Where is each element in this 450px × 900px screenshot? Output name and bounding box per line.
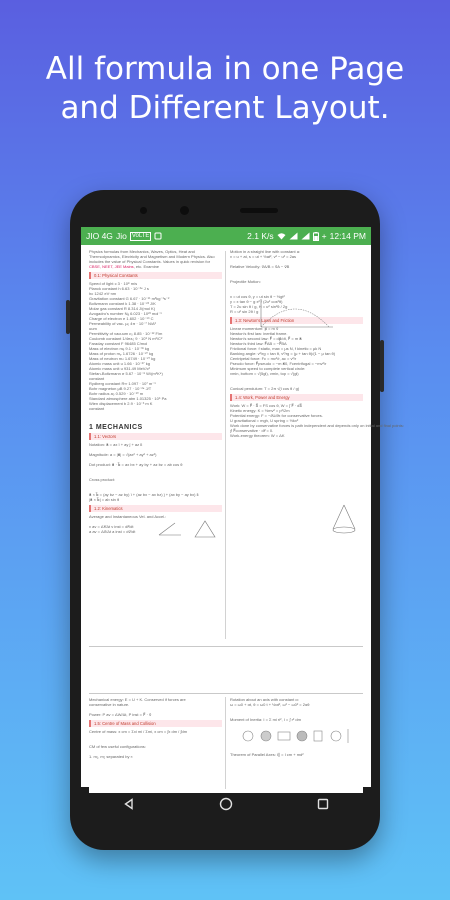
projectile-figure xyxy=(257,297,337,331)
page2-left-column xyxy=(89,697,222,759)
page1-right-column xyxy=(230,249,404,438)
status-bar xyxy=(81,227,371,245)
vector-formula: Dot product: a⃗ · b⃗ = ax bx + ay by + az bz = ab cos θ xyxy=(89,462,183,467)
newton-formula: Frictional force: f static, max = μs N, f kinetic = μk N xyxy=(230,346,322,351)
rotation-formula: Rotation about an axis with constant α: xyxy=(230,697,299,702)
earpiece-speaker xyxy=(240,208,278,213)
intro-body: Physics formulas from Mechanics, Waves, Optics, Heat and Thermodynamics, Electricity and Magnetism and Modern Physics. Also includes the value of Physical Constants. Values in quick revision for xyxy=(89,249,215,264)
back-icon xyxy=(123,798,135,810)
constant-row: Permittivity of vacuum ε₀ 8.85 · 10⁻¹² F/m xyxy=(89,331,163,336)
section-physical-constants: 0.1: Physical Constants xyxy=(89,272,222,279)
work-energy-list xyxy=(230,403,404,438)
intro-link[interactable]: CBSE, NEET, JEE Mains xyxy=(89,264,134,269)
rotation-formula: ω = ω0 + αt, θ = ω0 t + ½αt², ω² − ω0² = 2αθ xyxy=(230,702,310,707)
headline xyxy=(0,50,450,128)
power-button xyxy=(380,340,384,392)
constant-row: Planck constant h 6.63 · 10⁻³⁴ J s xyxy=(89,286,149,291)
page-1-bottom-rule xyxy=(89,646,363,647)
constants-list xyxy=(89,281,222,411)
section-centre-of-mass: 1.5: Centre of Mass and Collision xyxy=(89,720,222,727)
motion-formula: Projectile Motion: xyxy=(230,279,261,284)
rotation-formula: Moment of Inertia: I = Σ mi ri², I = ∫ r² dm xyxy=(230,717,301,722)
signal-icon xyxy=(289,232,298,240)
constant-row: Mass of proton mₚ 1.6726 · 10⁻²⁷ kg xyxy=(89,351,154,356)
kinematics-formula: a av = Δv⃗/Δt a inst = dv⃗/dt xyxy=(89,529,136,534)
constant-row: constant xyxy=(89,376,105,381)
page1-left-column xyxy=(89,249,222,534)
section-work-power-energy: 1.4: Work, Power and Energy xyxy=(230,394,363,401)
kinematics-formula: Average and Instantaneous Vel. and Accel.: xyxy=(89,514,167,519)
motion-formula: Relative Velocity: v⃗A/B = v⃗A − v⃗B xyxy=(230,264,290,269)
kinematics-formula: v av = Δr⃗/Δt v inst = dr⃗/dt xyxy=(89,524,134,529)
energy-formula: Power: P av = ΔW/Δt, P inst = F⃗ · v⃗ xyxy=(89,712,152,717)
newton-formula: Newton's first law: inertial frame. xyxy=(230,331,288,336)
headline-line-1: All formula in one Page xyxy=(45,51,405,87)
signal-icon-2 xyxy=(301,232,310,240)
constant-row: hc 1242 eV·nm xyxy=(89,291,117,296)
motion-formula: v = u + at, s = ut + ½at², v² − u² = 2as xyxy=(230,254,297,259)
work-energy-formula: Kinetic energy: K = ½mv² = p²/2m xyxy=(230,408,290,413)
newton-formula: Newton's third law: F⃗AB = −F⃗BA xyxy=(230,341,287,346)
work-energy-formula: ∮ F⃗conservative · dr⃗ = 0. xyxy=(230,428,274,433)
constant-row: uum xyxy=(89,326,97,331)
motion-formula: T = 2u sin θ / g, H = u² sin²θ / 2g xyxy=(230,304,288,309)
constant-row: Gravitation constant G 6.67 · 10⁻¹¹ m³kg⁻¹s⁻² xyxy=(89,296,170,301)
constant-row: Atomic mass unit u 1.66 · 10⁻²⁷ kg xyxy=(89,361,150,366)
android-nav-bar xyxy=(81,787,371,820)
home-icon xyxy=(219,797,233,811)
work-energy-formula: U gravitational = mgh, U spring = ½kx² xyxy=(230,418,299,423)
constant-row: Permeability of vac- μ₀ 4π · 10⁻⁷ N/A² xyxy=(89,321,156,326)
section-kinematics: 1.2: Kinematics xyxy=(89,505,222,512)
newton-formula: Conical pendulum: T = 2π √(l cos θ / g) xyxy=(230,386,300,391)
constant-row: Charge of electron e 1.602 · 10⁻¹⁹ C xyxy=(89,316,154,321)
constant-row: Rydberg constant R∞ 1.097 · 10⁷ m⁻¹ xyxy=(89,381,156,386)
network-speed: 2.1 K/s xyxy=(247,231,274,241)
column-divider-2 xyxy=(225,697,226,789)
notification-icon xyxy=(154,232,162,240)
vector-formula: Notation: a⃗ = ax î + ay ĵ + az k̂ xyxy=(89,442,143,447)
carrier-label-2: Jio xyxy=(115,231,127,241)
vector-formula: Magnitude: a = |a⃗| = √(ax² + ay² + az²) xyxy=(89,452,157,457)
constant-row: Stefan-Boltzmann σ 5.67 · 10⁻⁸ W/(m²K⁴) xyxy=(89,371,163,376)
constant-row: Mass of electron mₑ 9.1 · 10⁻³¹ kg xyxy=(89,346,150,351)
wifi-icon xyxy=(277,232,286,240)
newton-formula: Banking angle: v²/rg = tan θ, v²/rg = (μ + tan θ)/(1 − μ tan θ) xyxy=(230,351,336,356)
constant-row: Mass of neutron mₙ 1.6749 · 10⁻²⁷ kg xyxy=(89,356,156,361)
section-mechanics: 1 MECHANICS xyxy=(89,424,143,431)
newton-formula: Centripetal force: Fc = mv²/r, ac = v²/r xyxy=(230,356,297,361)
back-button[interactable] xyxy=(117,792,141,816)
column-divider xyxy=(225,251,226,639)
newton-formula: Linear momentum: p⃗ = m v⃗ xyxy=(230,326,279,331)
formula-page-1 xyxy=(89,249,404,647)
section-newtons-laws: 1.3: Newton's Laws and Friction xyxy=(230,317,363,324)
phone-screen xyxy=(81,227,404,787)
home-button[interactable] xyxy=(214,792,238,816)
intro-text xyxy=(89,249,222,269)
motion-formula: R = u² sin 2θ / g xyxy=(230,309,259,314)
moment-of-inertia-figures xyxy=(239,727,357,745)
constant-row: constant xyxy=(89,406,105,411)
constant-row: Bohr radius a₀ 0.529 · 10⁻¹⁰ m xyxy=(89,391,144,396)
front-camera xyxy=(140,207,147,214)
vector-formula: |a⃗ × b⃗| = ab sin θ xyxy=(89,497,120,502)
conical-pendulum-figure xyxy=(329,503,359,537)
formula-page-2 xyxy=(89,693,363,793)
energy-formula: Mechanical energy: E = U + K. Conserved if forces are xyxy=(89,697,186,702)
battery-icon xyxy=(313,232,319,241)
page-2-top-rule xyxy=(89,693,363,694)
section-vectors: 1.1: Vectors xyxy=(89,433,222,440)
motion-formula: x = ut cos θ, y = ut sin θ − ½gt² xyxy=(230,294,285,299)
cross-product-figure xyxy=(157,517,217,539)
energy-formulas xyxy=(89,697,222,717)
centre-of-mass-formula: CM of few useful configurations: xyxy=(89,744,146,749)
headline-line-2: and Different Layout. xyxy=(60,90,390,126)
energy-formula: conservative in nature. xyxy=(89,702,130,707)
battery-charging: + xyxy=(321,231,327,241)
volte-badge: VoLTE xyxy=(131,232,150,239)
constant-row: Faraday constant F 96485 C/mol xyxy=(89,341,148,346)
constant-row: Boltzmann constant k 1.38 · 10⁻²³ J/K xyxy=(89,301,156,306)
newtons-laws-list xyxy=(230,326,363,391)
centre-of-mass-formula: 1. m₁, m₂ separated by r: xyxy=(89,754,134,759)
work-energy-formula: Work-energy theorem: W = ΔK xyxy=(230,433,285,438)
newton-formula: Newton's second law: F⃗ = dp⃗/dt, F⃗ = m a⃗ xyxy=(230,336,302,341)
vectors-list xyxy=(89,442,222,502)
constant-row: Bohr magneton μB 9.27 · 10⁻²⁴ J/T xyxy=(89,386,152,391)
work-energy-formula: Work: W = F⃗ · S⃗ = FS cos θ, W = ∫ F⃗ · dS⃗ xyxy=(230,403,302,408)
newton-formula: vmin, bottom = √(5gl), vmin, top = √(gl) xyxy=(230,371,299,376)
constant-row: Avogadro's number Nₐ 6.023 · 10²³ mol⁻¹ xyxy=(89,311,162,316)
formula-document[interactable] xyxy=(81,245,404,787)
work-energy-formula: Work done by conservative forces is path independent and depends only on initial and final points: xyxy=(230,423,404,428)
work-energy-formula: Potential energy: F = −∂U/∂x for conservative forces. xyxy=(230,413,323,418)
vector-formula: a⃗ × b⃗ = (ay bz − az by) î + (az bx − ax bz) ĵ + (ax by − ay bx) k̂ xyxy=(89,492,199,497)
rotation-formula: Theorem of Parallel Axes: I∥ = I cm + md² xyxy=(230,752,304,757)
constant-row: Standard atmosphere atm 1.01325 · 10⁵ Pa xyxy=(89,396,167,401)
constant-row: Wien displacement b 2.9 · 10⁻³ m K xyxy=(89,401,153,406)
recents-button[interactable] xyxy=(311,792,335,816)
newton-formula: Pseudo force: F⃗pseudo = −m a⃗0, Fcentrifugal = −mv²/r xyxy=(230,361,327,366)
motion-formula: y = x tan θ − g x² / (2u² cos²θ) xyxy=(230,299,283,304)
constant-row: Speed of light c 3 · 10⁸ m/s xyxy=(89,281,138,286)
centre-of-mass-formula: Centre of mass: x cm = Σxi mi / Σmi, x cm = ∫x dm / ∫dm xyxy=(89,729,188,734)
volume-button xyxy=(66,300,70,334)
carrier-label: JIO 4G xyxy=(86,231,113,241)
intro-tail: , etc. Examine xyxy=(133,264,160,269)
newton-formula: Minimum speed to complete vertical circle: xyxy=(230,366,306,371)
recents-icon xyxy=(317,798,329,810)
centre-of-mass-list xyxy=(89,729,222,759)
clock: 12:14 PM xyxy=(329,231,366,241)
constant-row: Coulomb constant 1/4πε₀ 9 · 10⁹ N m²/C² xyxy=(89,336,163,341)
constant-row: Molar gas constant R 8.314 J/(mol K) xyxy=(89,306,156,311)
motion-formula: Motion in a straight line with constant a: xyxy=(230,249,301,254)
front-camera-2 xyxy=(180,206,189,215)
constant-row: Atomic mass unit u 931.49 MeV/c² xyxy=(89,366,150,371)
vector-formula: Cross product: xyxy=(89,477,116,482)
